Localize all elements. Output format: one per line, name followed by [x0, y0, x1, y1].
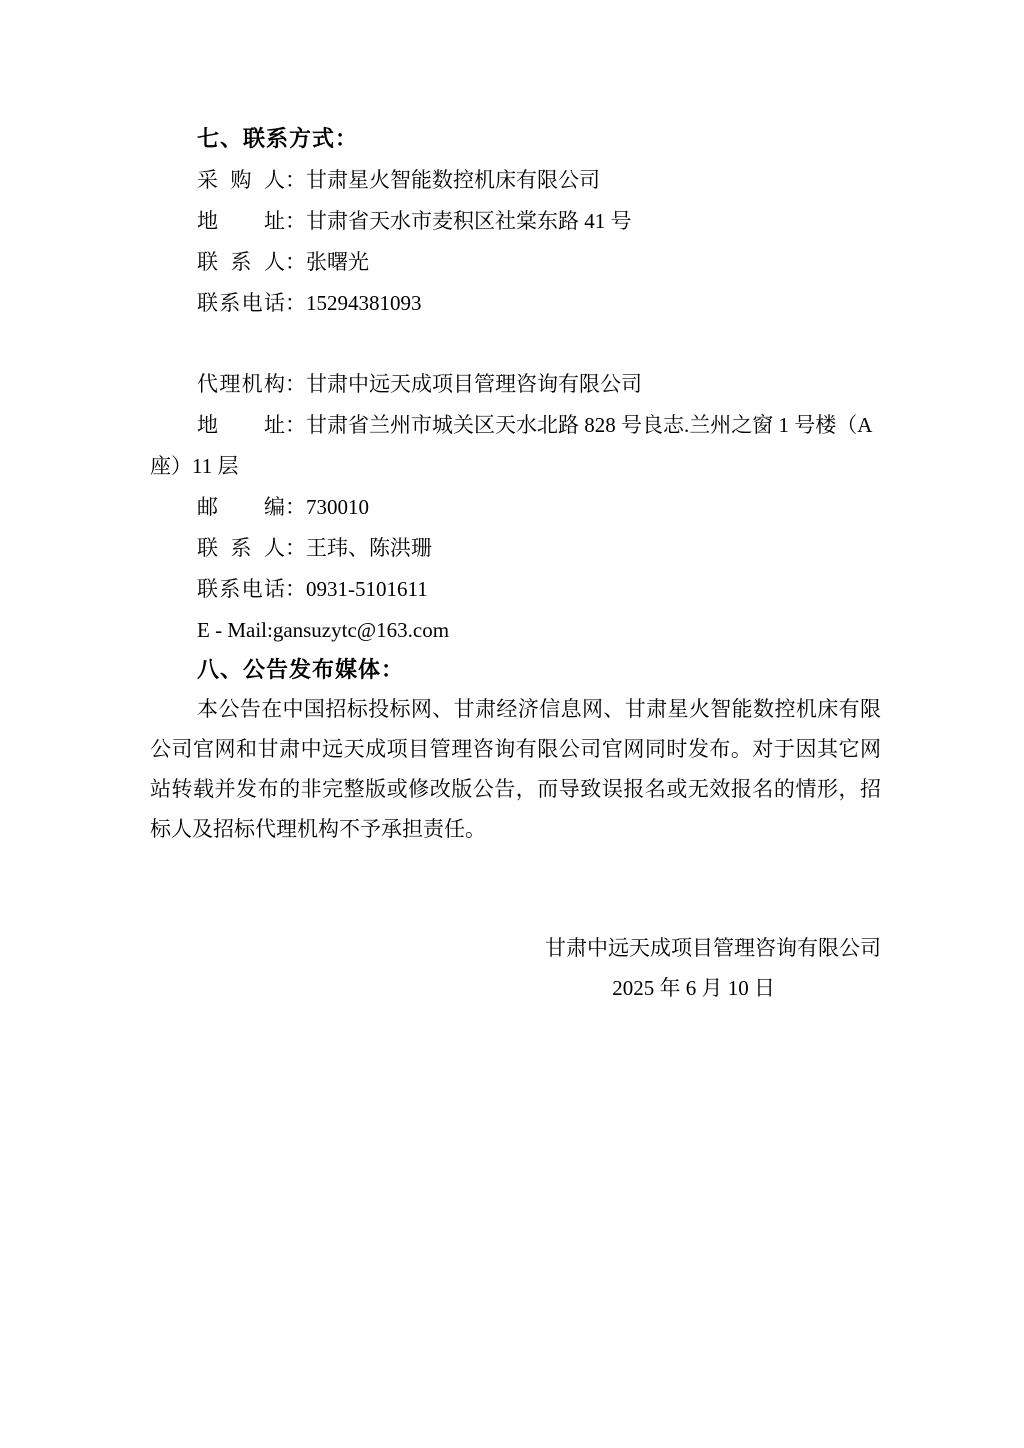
agency-zipcode-row — [150, 487, 881, 528]
agency-contact-person-row — [150, 528, 881, 569]
purchaser-address-value: 甘肃省天水市麦积区社棠东路 41 号 — [306, 209, 632, 233]
agency-zipcode-value: 730010 — [306, 495, 369, 519]
agency-phone-label: 联系电话 — [197, 577, 285, 601]
agency-phone-value: 0931-5101611 — [306, 577, 428, 601]
agency-name-row — [150, 364, 881, 405]
agency-contact-person-value: 王玮、陈洪珊 — [306, 536, 432, 560]
label-colon: ： — [285, 577, 306, 601]
purchaser-address-label: 地址 — [197, 209, 285, 233]
signature-company: 甘肃中远天成项目管理咨询有限公司 — [545, 936, 881, 960]
label-colon: ： — [285, 495, 306, 519]
agency-name-label: 代理机构 — [197, 372, 285, 396]
agency-email-value: E - Mail:gansuzytc@163.com — [197, 618, 450, 642]
purchaser-phone-label: 联系电话 — [197, 291, 285, 315]
purchaser-name-row — [150, 160, 881, 201]
purchaser-phone-value: 15294381093 — [306, 291, 422, 315]
purchaser-contact-person-value: 张曙光 — [306, 250, 369, 274]
label-colon: ： — [285, 250, 306, 274]
agency-address-row — [150, 405, 881, 487]
signature-date: 2025 年 6 月 10 日 — [612, 976, 775, 1000]
document-content — [150, 124, 881, 1008]
agency-contact-person-label: 联系人 — [197, 536, 285, 560]
agency-name-value: 甘肃中远天成项目管理咨询有限公司 — [306, 372, 642, 396]
agency-phone-row — [150, 569, 881, 610]
purchaser-phone-row — [150, 283, 881, 324]
purchaser-contact-person-label: 联系人 — [197, 250, 285, 274]
agency-address-label: 地址 — [197, 413, 285, 437]
purchaser-address-row — [150, 201, 881, 242]
label-colon: ： — [285, 168, 306, 192]
label-colon: ： — [285, 372, 306, 396]
purchaser-name-value: 甘肃星火智能数控机床有限公司 — [306, 168, 600, 192]
agency-address-value: 甘肃省兰州市城关区天水北路 828 号良志.兰州之窗 1 号楼（A座）11 层 — [150, 413, 873, 478]
label-colon: ： — [285, 291, 306, 315]
section-8-heading: 八、公告发布媒体： — [197, 657, 405, 682]
agency-email-row — [150, 610, 881, 651]
agency-zipcode-label: 邮编 — [197, 495, 285, 519]
announcement-media-paragraph: 本公告在中国招标投标网、甘肃经济信息网、甘肃星火智能数控机床有限公司官网和甘肃中远天成项目管理咨询有限公司官网同时发布。对于因其它网站转载并发布的非完整版或修改版公告，而导致误报名或无效报名的情形，招标人及招标代理机构不予承担责任。 — [150, 697, 881, 841]
purchaser-name-label: 采购人 — [197, 168, 285, 192]
label-colon: ： — [285, 536, 306, 560]
section-7-heading: 七、联系方式： — [197, 126, 359, 151]
purchaser-contact-person-row — [150, 242, 881, 283]
label-colon: ： — [285, 209, 306, 233]
label-colon: ： — [285, 413, 306, 437]
